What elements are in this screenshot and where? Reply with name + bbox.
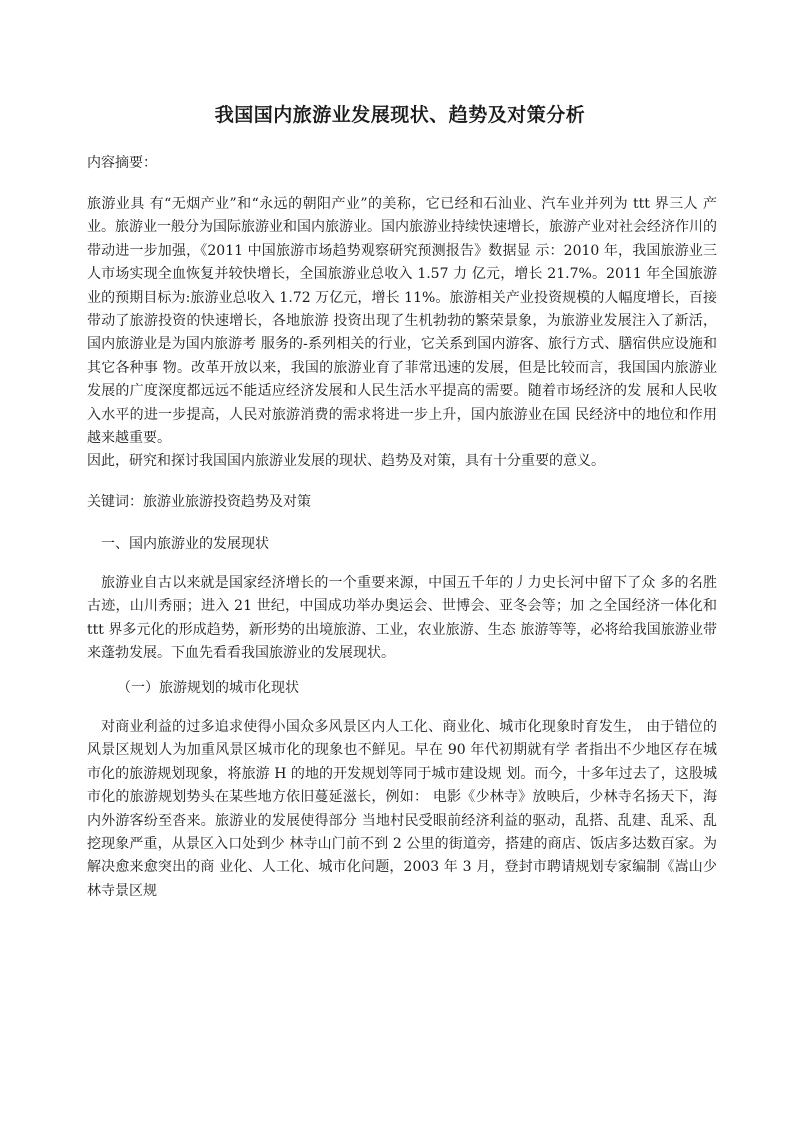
- subsection-1-paragraph: 对商业利益的过多追求使得小国众多风景区内人工化、商业化、城市化现象时育发生， 由于错位的风景区规划人为加重风景区城市化的现象也不鮮见。早在 90 年代初期就有学 者指出不少地区存在城市化的旅游规划现象，将旅游 H 的地的开发规划等同于城市建设规 划。而今，十多年过去了，这股城市化的旅游规划势头在某些地方依旧蔓延滋长，例如： 电影《少林寺》放映后，少林寺名扬天下，海内外游客纷至沓来。旅游业的发展使得部分 当地村民受眼前经济利益的驱动，乱搭、乱建、乱采、乱挖现象严重，从景区入口处到少 林寺山门前不到 2 公里的街道旁，搭建的商店、饭店多达数百家。为解决愈来愈突出的商 业化、人工化、城市化问题，2003 年 3 月，登封市聘请规划专家编制《嵩山少林寺景区规: [87, 719, 717, 899]
- abstract-paragraph-1: 旅游业具 有“无烟产业”和“永远的朝阳产业”的美称，它已经和石汕业、汽车业并列为 ttt 界三人 产业。旅游业一般分为国际旅游业和国内旅游业。国内旅游业持续快速增长，旅游产业对社会经济作川的带动进一步加强，《2011 中国旅游市场趋势观察研究预测报告》数据显 示：2010 年，我国旅游业三人市场实现全血恢复并较快增长，全国旅游业总收入 1.57 力 亿元，增长 21.7%。2011 年全国旅游业的预期目标为:旅游业总收入 1.72 万亿元，增长 11%。旅游相关产业投资规模的人幅度增长，百接带动了旅游投资的快速增长，各地旅游 投资出现了生机勃勃的繁荣景象，为旅游业发展注入了新活，国内旅游业是为国内旅游考 服务的-系列相关的行业，它关系到国内游客、旅行方式、膳宿供应设施和其它各种事 物。改革开放以来，我国的旅游业育了菲常迅速的发展，但是比较而言，我国国内旅游业 发展的广度深度都远远不能适应经济发展和人民生活水平提高的需要。随着市场经济的发 展和人民收入水平的进一步提高，人民对旅游消费的需求将进一步上升，国内旅游业在国 民经济中的地位和作用越来越重要。: [87, 196, 717, 447]
- document-title: 我国国内旅游业发展现状、趋势及对策分析: [214, 104, 586, 126]
- subsection-1-heading: （一）旅游规划的城市化现状: [117, 680, 299, 696]
- section-1-heading: 一、国内旅游业的发展现状: [101, 536, 269, 552]
- abstract-label: 内容摘要：: [87, 155, 157, 171]
- abstract-paragraph-2: 因此，研究和探讨我国国内旅游业发展的现状、趋势及对策，具有十分重要的意义。: [87, 453, 605, 469]
- section-1-paragraph: 旅游业自古以来就是国家经济增长的一个重要来源，中国五千年的丿力史长河中留下了众 多的名胜古迹，山川秀丽；进入 21 世纪，中国成功举办奥运会、世博会、亚冬会等；加 之全国经济一体化和 ttt 界多元化的形成趋势，新形势的出境旅游、工业，农业旅游、生态 旅游等等，必将给我国旅游业带来蓬勃发展。下血先看看我国旅游业的发展现状。: [87, 575, 717, 662]
- keywords: 关键词：旅游业旅游投资趋势及对策: [87, 494, 311, 510]
